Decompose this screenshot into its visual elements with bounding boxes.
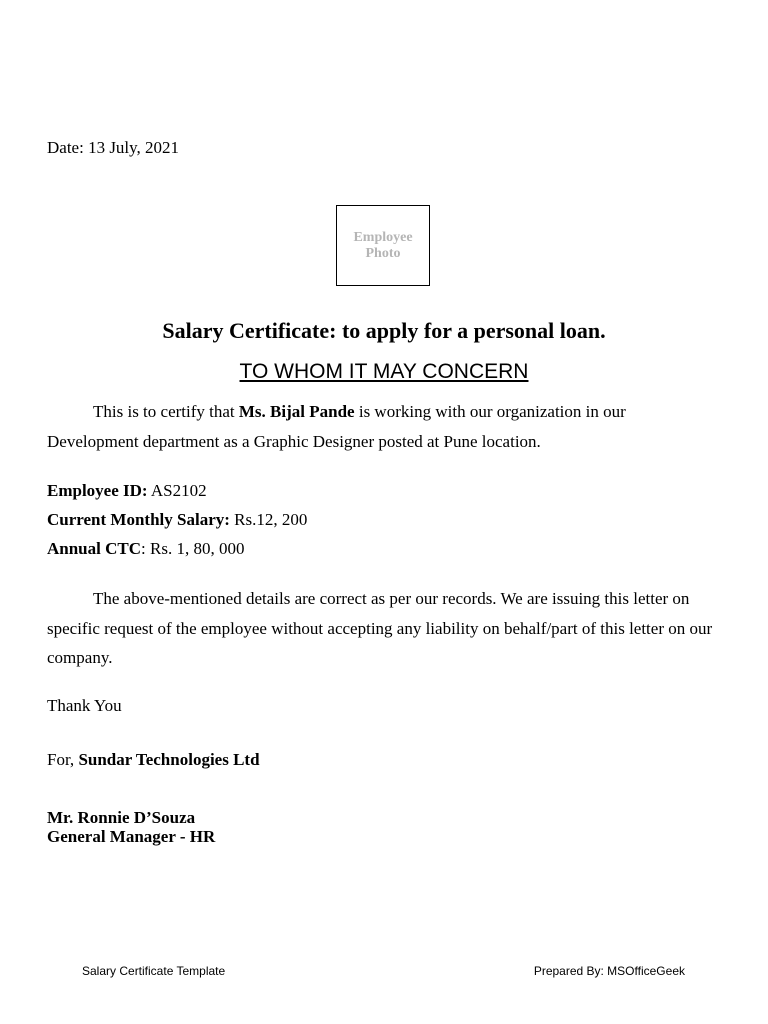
detail-monthly-salary xyxy=(47,510,307,530)
letter-date: Date: 13 July, 2021 xyxy=(47,138,180,157)
body-text: The above-mentioned details are correct as per our records. We are issuing this letter on specific request of the employee without accepting any liability on behalf/part of this letter on our company. xyxy=(47,589,713,667)
detail-annual-ctc xyxy=(47,539,244,559)
body-paragraph xyxy=(47,584,717,673)
detail-label: Employee ID: xyxy=(47,481,148,500)
photo-placeholder-line-1: Employee xyxy=(353,229,413,245)
signatory-title: General Manager - HR xyxy=(47,827,216,846)
closing-text: Thank You xyxy=(47,696,122,715)
detail-label: Annual CTC xyxy=(47,539,142,558)
detail-label: Current Monthly Salary: xyxy=(47,510,230,529)
employee-photo-placeholder xyxy=(336,205,430,286)
detail-employee-id xyxy=(47,481,207,501)
detail-value: Rs.12, 200 xyxy=(229,510,308,529)
photo-placeholder-text xyxy=(353,230,412,262)
certificate-title: Salary Certificate: to apply for a personal loan. xyxy=(162,318,606,343)
intro-prefix: This is to certify that xyxy=(93,402,239,421)
detail-value: : Rs. 1, 80, 000 xyxy=(141,539,245,558)
intro-paragraph xyxy=(47,397,717,456)
footer-right: Prepared By: MSOfficeGeek xyxy=(533,964,685,978)
intro-suffix: is working with our organization in our Development department as a Graphic Designer posted at Pune location. xyxy=(47,402,626,451)
company-line xyxy=(47,750,260,770)
footer-left: Salary Certificate Template xyxy=(82,964,226,978)
for-prefix: For, xyxy=(47,750,79,769)
detail-value: AS2102 xyxy=(147,481,207,500)
company-name: Sundar Technologies Ltd xyxy=(78,750,260,769)
signatory-name: Mr. Ronnie D’Souza xyxy=(47,808,196,827)
salutation-heading: TO WHOM IT MAY CONCERN xyxy=(239,360,529,383)
employee-name: Ms. Bijal Pande xyxy=(238,402,355,421)
photo-placeholder-line-2: Photo xyxy=(365,245,401,261)
